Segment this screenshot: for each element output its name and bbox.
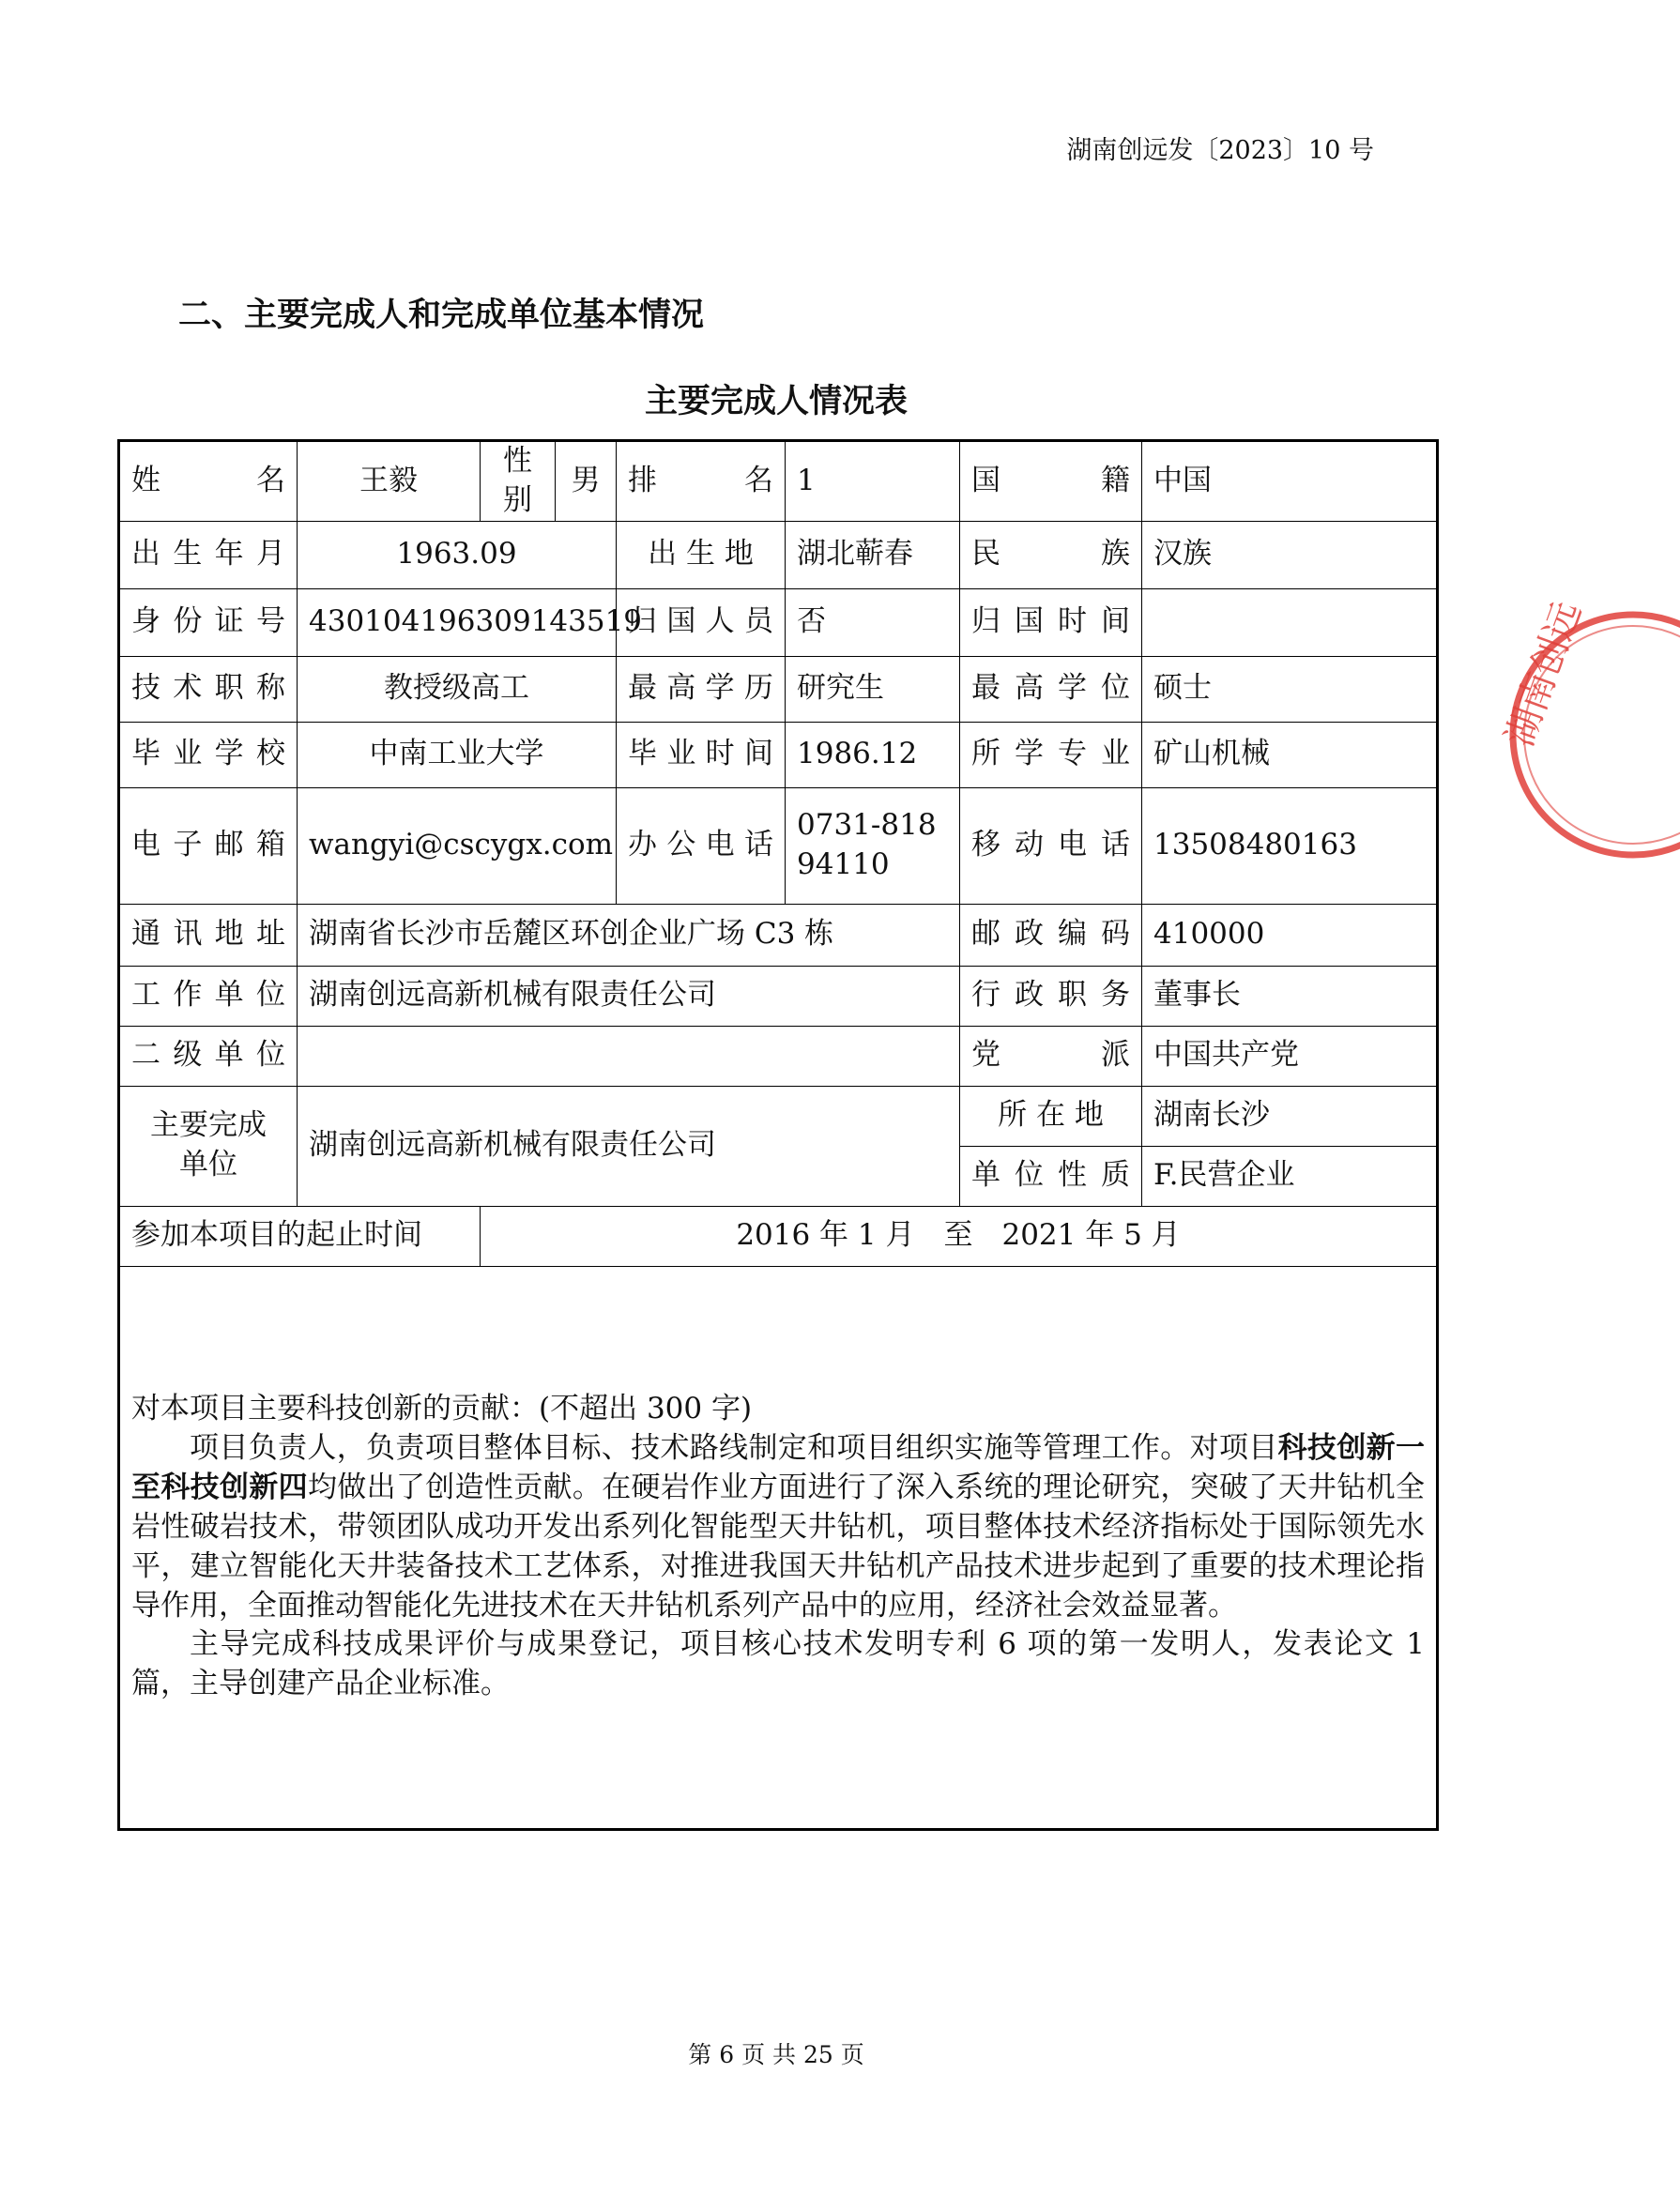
value-grad-time: 1986.12 (786, 722, 960, 787)
label-return-time: 归国时间 (960, 588, 1142, 656)
value-birthplace: 湖北蕲春 (786, 521, 960, 588)
label-party: 党派 (960, 1026, 1142, 1086)
label-office-phone: 办公电话 (617, 787, 786, 904)
contribution-p1-start: 项目负责人，负责项目整体目标、技术路线制定和项目组织实施等管理工作。对项目 (190, 1431, 1278, 1466)
value-employer: 湖南创远高新机械有限责任公司 (298, 966, 960, 1026)
row-birth (119, 521, 1438, 588)
value-location: 湖南长沙 (1142, 1086, 1438, 1146)
label-sub-unit: 二级单位 (119, 1026, 298, 1086)
row-title (119, 656, 1438, 722)
value-email: wangyi@cscygx.com (298, 787, 617, 904)
svg-text:湖南创远: 湖南创远 (1498, 596, 1591, 753)
label-birthplace: 出 生 地 (617, 521, 786, 588)
label-employer: 工作单位 (119, 966, 298, 1026)
row-employer (119, 966, 1438, 1026)
contribution-paragraph-2: 主导完成科技成果评价与成果登记，项目核心技术发明专利 6 项的第一发明人，发表论文 1 篇，主导创建产品企业标准。 (131, 1627, 1425, 1701)
section-title: 二、主要完成人和完成单位基本情况 (178, 297, 705, 334)
table-title: 主要完成人情况表 (644, 383, 908, 420)
value-birth-date: 1963.09 (298, 521, 617, 588)
row-contribution (119, 1266, 1438, 1829)
company-seal-icon (1492, 596, 1680, 861)
value-office-phone: 0731-81894110 (786, 787, 960, 904)
label-location: 所 在 地 (960, 1086, 1142, 1146)
label-grad-time: 毕业时间 (617, 722, 786, 787)
contribution-p1-bold: 科技创新一至科技创新四 (131, 1431, 1426, 1504)
value-major: 矿山机械 (1142, 722, 1438, 787)
label-position: 行政职务 (960, 966, 1142, 1026)
value-position: 董事长 (1142, 966, 1438, 1026)
label-address: 通讯地址 (119, 904, 298, 966)
label-returnee: 归国人员 (617, 588, 786, 656)
value-education: 研究生 (786, 656, 960, 722)
label-education: 最高学历 (617, 656, 786, 722)
value-id-number: 430104196309143519 (298, 588, 617, 656)
label-period: 参加本项目的起止时间 (119, 1206, 481, 1266)
row-school (119, 722, 1438, 787)
row-contact (119, 787, 1438, 904)
value-school: 中南工业大学 (298, 722, 617, 787)
value-period: 2016 年 1 月 至 2021 年 5 月 (481, 1206, 1438, 1266)
page-footer: 第 6 页 共 25 页 (688, 2041, 864, 2068)
value-return-time (1142, 588, 1438, 656)
value-gender: 男 (556, 441, 617, 522)
value-mobile: 13508480163 (1142, 787, 1438, 904)
value-title: 教授级高工 (298, 656, 617, 722)
contribution-cell (119, 1266, 1438, 1829)
value-name: 王毅 (298, 441, 481, 522)
label-email: 电子邮箱 (119, 787, 298, 904)
contribution-paragraph-1 (131, 1429, 1425, 1625)
value-nationality: 中国 (1142, 441, 1438, 522)
value-main-unit: 湖南创远高新机械有限责任公司 (298, 1086, 960, 1206)
completer-info-table (117, 439, 1439, 1831)
label-title: 技术职称 (119, 656, 298, 722)
label-id-number: 身份证号 (119, 588, 298, 656)
value-postcode: 410000 (1142, 904, 1438, 966)
contribution-heading: 对本项目主要科技创新的贡献：(不超出 300 字) (131, 1392, 753, 1426)
label-gender: 性别 (481, 441, 556, 522)
label-mobile: 移动电话 (960, 787, 1142, 904)
label-birth-date: 出生年月 (119, 521, 298, 588)
value-rank: 1 (786, 441, 960, 522)
document-number: 湖南创远发〔2023〕10 号 (1066, 136, 1374, 165)
label-degree: 最高学位 (960, 656, 1142, 722)
row-sub-unit (119, 1026, 1438, 1086)
label-postcode: 邮政编码 (960, 904, 1142, 966)
row-id (119, 588, 1438, 656)
value-sub-unit (298, 1026, 960, 1086)
value-unit-type: F.民营企业 (1142, 1146, 1438, 1206)
label-name: 姓名 (119, 441, 298, 522)
value-returnee: 否 (786, 588, 960, 656)
value-party: 中国共产党 (1142, 1026, 1438, 1086)
label-unit-type: 单位性质 (960, 1146, 1142, 1206)
value-degree: 硕士 (1142, 656, 1438, 722)
label-school: 毕业学校 (119, 722, 298, 787)
row-address (119, 904, 1438, 966)
label-rank: 排名 (617, 441, 786, 522)
row-main-unit (119, 1086, 1438, 1146)
label-ethnicity: 民族 (960, 521, 1142, 588)
label-major: 所学专业 (960, 722, 1142, 787)
value-ethnicity: 汉族 (1142, 521, 1438, 588)
label-main-unit: 主要完成单位 (119, 1086, 298, 1206)
label-nationality: 国籍 (960, 441, 1142, 522)
contribution-p1-end: 均做出了创造性贡献。在硬岩作业方面进行了深入系统的理论研究，突破了天井钻机全岩性破岩技术，带领团队成功开发出系列化智能型天井钻机，项目整体技术经济指标处于国际领先水平，建立智能化天井装备技术工艺体系，对推进我国天井钻机产品技术进步起到了重要的技术理论指导作用，全面推动智能化先进技术在天井钻机系列产品中的应用，经济社会效益显著。 (131, 1471, 1425, 1623)
value-address: 湖南省长沙市岳麓区环创企业广场 C3 栋 (298, 904, 960, 966)
row-period (119, 1206, 1438, 1266)
row-name (119, 441, 1438, 522)
